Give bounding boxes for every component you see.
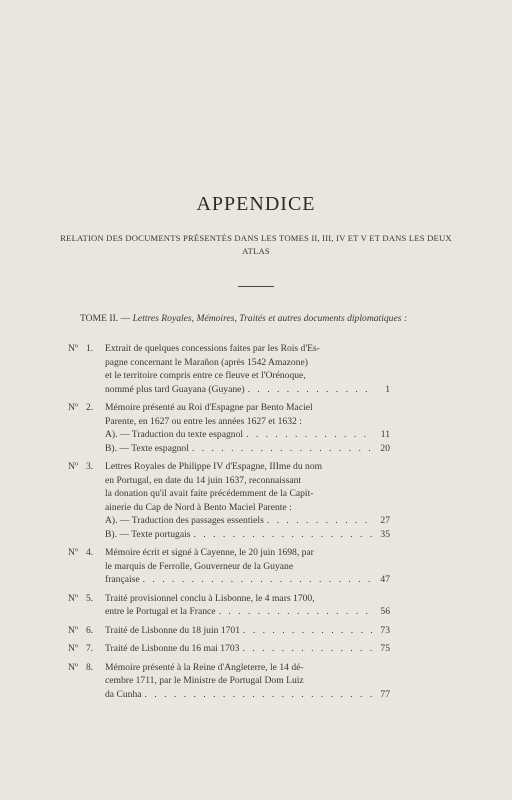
entry-line: Extrait de quelques concessions faites par les Rois d'Es- (105, 343, 320, 354)
dot-leader (246, 428, 373, 442)
dot-leader (145, 688, 373, 702)
entry-text (68, 546, 390, 587)
entry-title: Traité de Lisbonne du 16 mai 1703 (105, 643, 240, 654)
toc-tome-description: Lettres Royales, Mémoires, Traités et autres documents diplomatiques : (132, 313, 408, 324)
page-subtitle: RELATION DES DOCUMENTS PRÉSENTÉS DANS LES TOMES II, III, IV ET V ET DANS LES DEUX ATLAS (60, 233, 452, 256)
dot-leader (219, 605, 373, 619)
entry-line: Parente, en 1627 ou entre les années 1627 et 1632 : (105, 415, 302, 427)
entry-number: 4. (86, 547, 94, 558)
dot-leader (193, 528, 373, 542)
entry-number: 1. (86, 343, 94, 354)
entry-sub-item (105, 514, 390, 528)
page-number: 1 (385, 383, 390, 395)
entry-number: 7. (86, 643, 94, 654)
entry-last-line (105, 573, 390, 587)
entry-line: ainerie du Cap de Nord à Bento Maciel Parente : (105, 501, 292, 513)
entry-line: Traité provisionnel conclu à Lisbonne, le 4 mars 1700, (105, 592, 315, 604)
entry-line: Mémoire présenté au Roi d'Espagne par Bento Maciel (105, 402, 313, 413)
entry-number-prefix: Nº (68, 592, 78, 604)
entry-last-line (105, 624, 390, 638)
entry-sub-item (105, 442, 390, 456)
entry-text (68, 661, 390, 702)
entry-text (68, 460, 390, 541)
toc-entry (68, 592, 390, 619)
entry-number: 5. (86, 592, 94, 604)
dot-leader (242, 642, 373, 656)
entry-line: pagne concernant le Marañon (après 1542 Amazone) (105, 356, 308, 368)
entry-line: et le territoire compris entre ce fleuve et l'Orénoque, (105, 370, 306, 381)
dot-leader (143, 573, 373, 587)
dot-leader (267, 514, 373, 528)
entry-number: 2. (86, 402, 94, 413)
entry-line: Mémoire écrit et signé à Cayenne, le 20 juin 1698, par (105, 547, 314, 558)
toc-entry (68, 642, 390, 656)
entry-number-prefix: Nº (68, 624, 78, 636)
toc-entries (68, 342, 390, 706)
entry-number: 6. (86, 624, 94, 636)
page-number: 35 (380, 528, 390, 540)
page-number: 27 (380, 515, 390, 526)
entry-text (68, 592, 390, 619)
entry-title: A). — Traduction des passages essentiels (105, 515, 264, 526)
entry-sub-item (105, 428, 390, 442)
entry-sub-item (105, 528, 390, 542)
page-number: 11 (380, 429, 390, 440)
toc-tome-label: TOME II. — (80, 313, 131, 324)
page-number: 73 (380, 624, 390, 636)
entry-title: Traité de Lisbonne du 18 juin 1701 (105, 624, 241, 636)
entry-line: le marquis de Ferrolle, Gouverneur de la Guyane (105, 560, 294, 572)
toc-entry (68, 460, 390, 541)
entry-last-line (105, 642, 390, 656)
toc-entry (68, 342, 390, 396)
entry-number-prefix: Nº (68, 343, 78, 354)
toc-entry (68, 624, 390, 638)
dot-leader (248, 383, 373, 397)
page-number: 20 (380, 442, 390, 454)
toc-heading (80, 312, 440, 326)
dot-leader (192, 442, 373, 456)
entry-title: nommé plus tard Guayana (Guyane) (105, 383, 245, 395)
entry-last-line (105, 605, 390, 619)
toc-entry (68, 546, 390, 587)
entry-number-prefix: Nº (68, 643, 78, 654)
entry-line: Lettres Royales de Philippe IV d'Espagne, IIIme du nom (105, 461, 323, 472)
entry-number-prefix: Nº (68, 402, 78, 413)
entry-line: Mémoire présenté à la Reine d'Angleterre, le 14 dé- (105, 661, 304, 673)
page-title: APPENDICE (196, 193, 316, 215)
toc-entry (68, 401, 390, 455)
entry-text (68, 624, 390, 638)
entry-title: B). — Texte portugais (105, 528, 191, 540)
entry-last-line (105, 383, 390, 397)
page-number: 77 (380, 688, 390, 700)
entry-title: da Cunha (105, 688, 142, 700)
dot-leader (243, 624, 373, 638)
entry-text (68, 401, 390, 455)
entry-title: A). — Traduction du texte espagnol (105, 429, 244, 440)
page-number: 75 (380, 643, 390, 654)
title-divider (238, 286, 274, 287)
page-number: 56 (380, 606, 390, 617)
entry-number-prefix: Nº (68, 461, 78, 472)
entry-line: en Portugal, en date du 14 juin 1637, reconnaissant (105, 474, 302, 486)
toc-entry (68, 661, 390, 702)
entry-title: B). — Texte espagnol (105, 442, 189, 454)
entry-title: française (105, 574, 140, 585)
entry-number: 8. (86, 661, 94, 673)
entry-number: 3. (86, 461, 94, 472)
entry-line: la donation qu'il avait faite précédemment de la Capit- (105, 488, 314, 499)
entry-title: entre le Portugal et la France (105, 606, 216, 617)
entry-last-line (105, 688, 390, 702)
page-number: 47 (380, 574, 390, 585)
entry-line: cembre 1711, par le Ministre de Portugal Dom Luiz (105, 675, 304, 686)
entry-number-prefix: Nº (68, 547, 78, 558)
entry-number-prefix: Nº (68, 661, 78, 673)
entry-text (68, 342, 390, 396)
entry-text (68, 642, 390, 656)
